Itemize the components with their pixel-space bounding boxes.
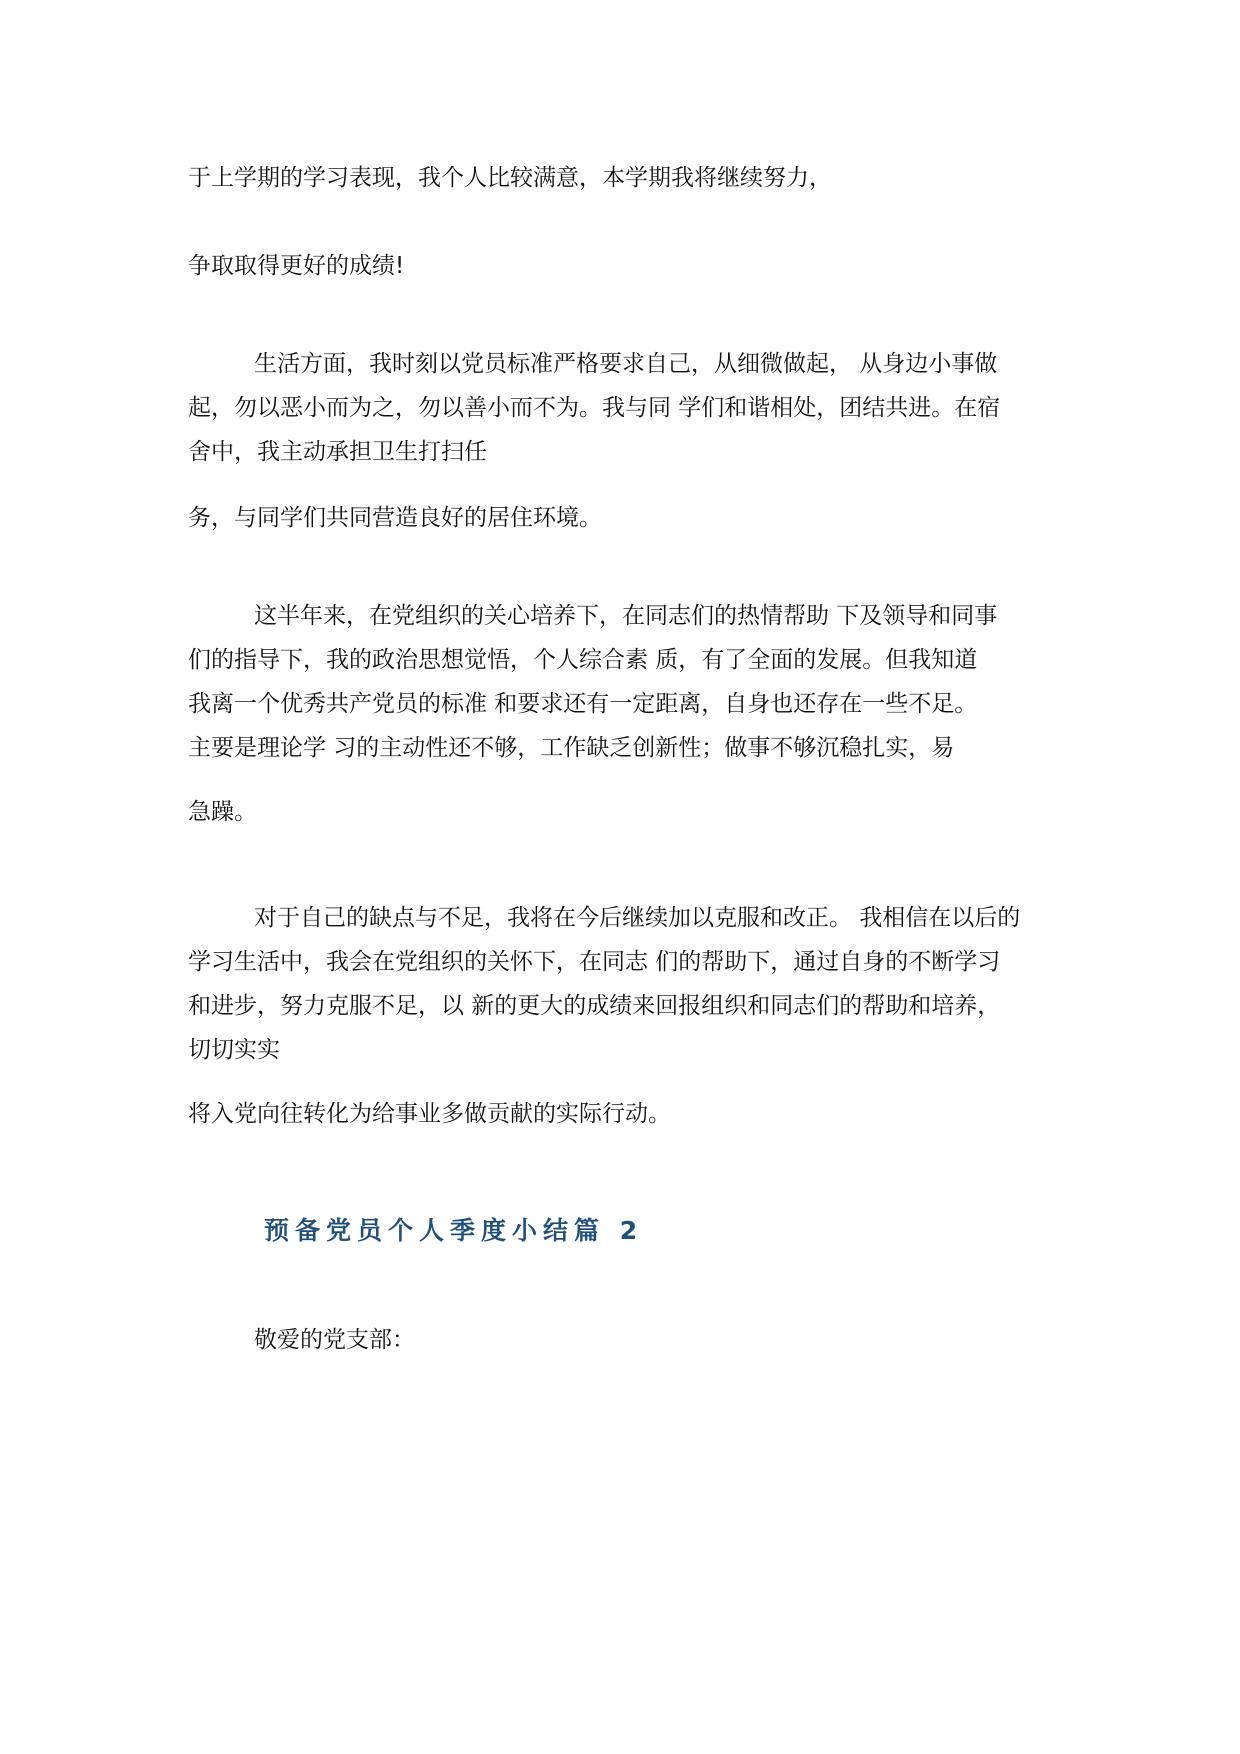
- paragraph-3-line-3: 我离一个优秀共产党员的标准 和要求还有一定距离，自身也还存在一些不足。: [188, 691, 978, 717]
- paragraph-4-line-3: 和进步，努力克服不足，以 新的更大的成绩来回报组织和同志们的帮助和培养，: [188, 993, 1001, 1019]
- paragraph-3-line-4: 主要是理论学 习的主动性还不够，工作缺乏创新性；做事不够沉稳扎实，易: [188, 735, 955, 761]
- paragraph-3-line-2: 们的指导下，我的政治思想觉悟，个人综合素 质，有了全面的发展。但我知道: [188, 647, 978, 673]
- paragraph-4-line-4: 切切实实: [188, 1037, 280, 1063]
- paragraph-4-line-2: 学习生活中，我会在党组织的关怀下，在同志 们的帮助下，通过自身的不断学习: [188, 949, 1001, 975]
- section-heading: 预备党员个人季度小结篇 2: [264, 1216, 644, 1245]
- greeting-line: 敬爱的党支部：: [254, 1327, 415, 1353]
- paragraph-3-line-5: 急躁。: [188, 799, 257, 825]
- paragraph-4-line-1: 对于自己的缺点与不足，我将在今后继续加以克服和改正。 我相信在以后的: [254, 905, 1021, 931]
- paragraph-2-line-3: 舍中，我主动承担卫生打扫任: [188, 439, 487, 465]
- paragraph-2-line-2: 起，勿以恶小而为之，勿以善小而不为。我与同 学们和谐相处，团结共进。在宿: [188, 395, 1001, 421]
- paragraph-3-line-1: 这半年来，在党组织的关心培养下，在同志们的热情帮助 下及领导和同事: [254, 603, 998, 629]
- paragraph-4-line-5: 将入党向往转化为给事业多做贡献的实际行动。: [188, 1101, 671, 1127]
- paragraph-1-line-1: 于上学期的学习表现，我个人比较满意，本学期我将继续努力，: [188, 165, 832, 191]
- paragraph-1-line-2: 争取取得更好的成绩!: [188, 253, 405, 279]
- paragraph-2-line-4: 务，与同学们共同营造良好的居住环境。: [188, 505, 602, 531]
- paragraph-2-line-1: 生活方面，我时刻以党员标准严格要求自己，从细微做起， 从身边小事做: [254, 351, 998, 377]
